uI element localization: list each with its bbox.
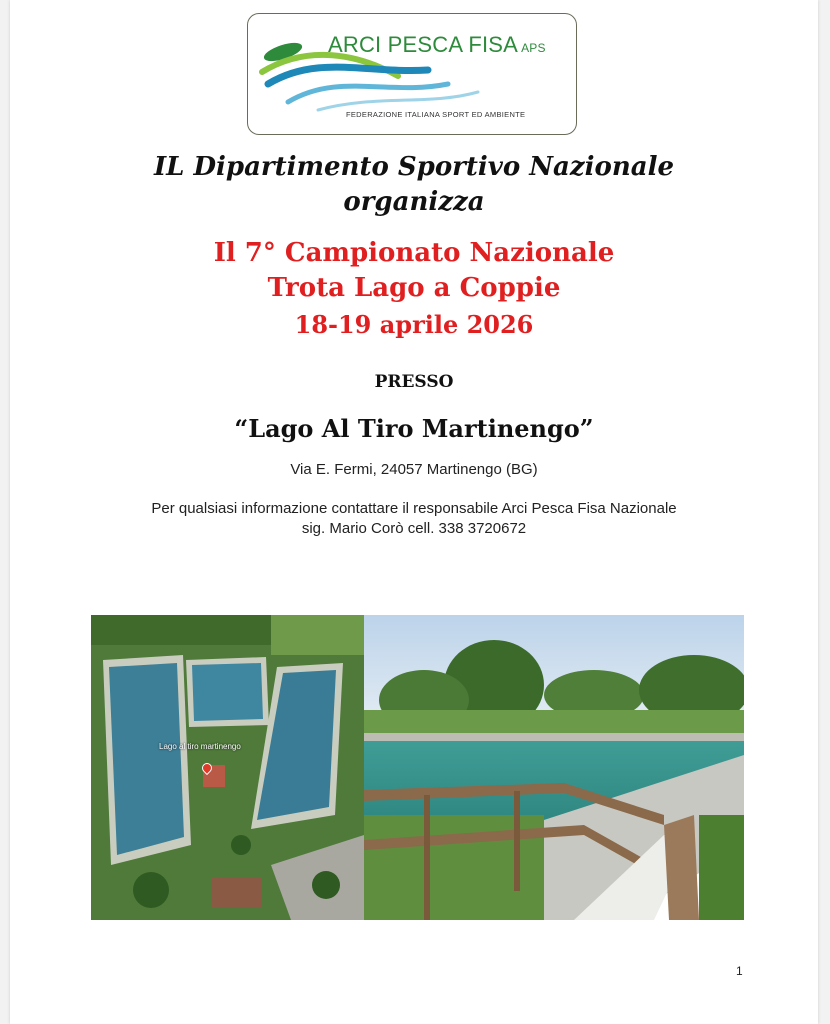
- map-place-label: Lago al tiro martinengo: [159, 742, 241, 751]
- logo-aps: APS: [521, 41, 546, 55]
- presso-label: PRESSO: [374, 372, 454, 392]
- event-title-line-2: Trota Lago a Coppie: [267, 273, 561, 303]
- photo-strip: [91, 615, 744, 920]
- page-number: 1: [736, 964, 743, 978]
- venue-address: Via E. Fermi, 24057 Martinengo (BG): [290, 461, 538, 478]
- event-dates: 18-19 aprile 2026: [294, 310, 534, 339]
- aerial-map-image: [91, 615, 364, 920]
- logo-title-text: ARCI PESCA FISA: [328, 32, 519, 57]
- contact-line-2: sig. Mario Corò cell. 338 3720672: [301, 520, 527, 537]
- logo-subtitle: FEDERAZIONE ITALIANA SPORT ED AMBIENTE: [346, 110, 526, 119]
- arci-pesca-fisa-logo: [247, 13, 577, 135]
- event-title-line-1: Il 7° Campionato Nazionale: [213, 238, 615, 268]
- venue-name: “Lago Al Tiro Martinengo”: [234, 414, 594, 443]
- contact-line-1: Per qualsiasi informazione contattare il responsabile Arci Pesca Fisa Nazionale: [151, 500, 677, 517]
- lake-photo-image: [364, 615, 744, 920]
- document-page: [10, 0, 818, 1024]
- heading-line-2: organizza: [343, 187, 485, 217]
- logo-title: [328, 32, 546, 58]
- heading-line-1: IL Dipartimento Sportivo Nazionale: [153, 152, 675, 182]
